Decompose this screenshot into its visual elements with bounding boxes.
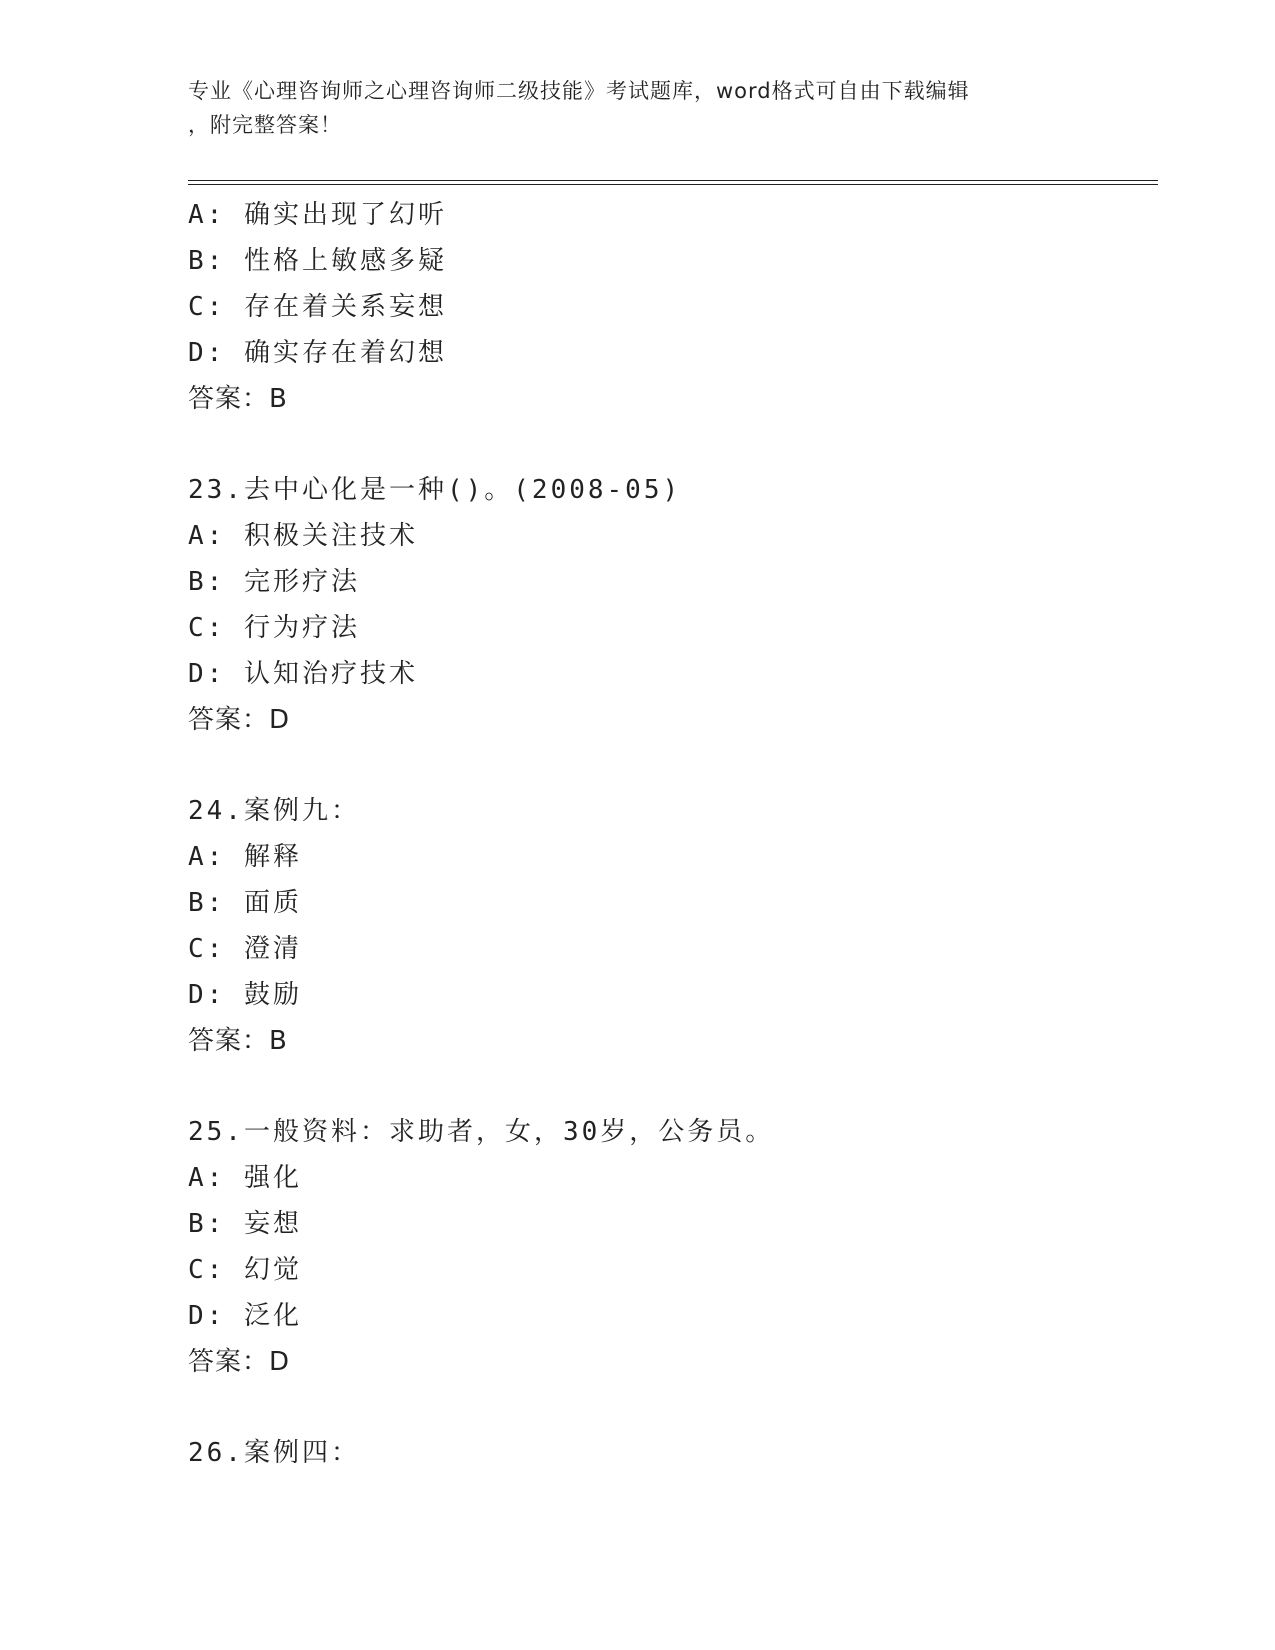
- option-b: B: 面质: [188, 888, 302, 918]
- option-d: D: 鼓励: [188, 980, 302, 1010]
- question-block: [188, 1109, 1148, 1385]
- question-text: 26.案例四：: [188, 1438, 360, 1468]
- question-block: [188, 1430, 1148, 1476]
- question-block: [188, 192, 1148, 422]
- question-text: 23.去中心化是一种()。(2008-05): [188, 475, 682, 505]
- option-c: C: 存在着关系妄想: [188, 292, 447, 322]
- question-text: 25.一般资料：求助者，女，30岁，公务员。: [188, 1117, 775, 1147]
- question-text: 24.案例九：: [188, 796, 360, 826]
- question-block: [188, 467, 1148, 743]
- option-a: A: 积极关注技术: [188, 521, 418, 551]
- header-title-line-2: ，附完整答案！: [188, 113, 342, 137]
- option-a: A: 强化: [188, 1163, 302, 1193]
- block-spacer: [188, 1385, 1148, 1430]
- option-d: D: 确实存在着幻想: [188, 338, 447, 368]
- block-spacer: [188, 1064, 1148, 1109]
- question-block: [188, 788, 1148, 1064]
- block-spacer: [188, 422, 1148, 467]
- option-c: C: 澄清: [188, 934, 302, 964]
- block-spacer: [188, 743, 1148, 788]
- option-c: C: 幻觉: [188, 1255, 302, 1285]
- option-c: C: 行为疗法: [188, 613, 360, 643]
- option-a: A: 解释: [188, 842, 302, 872]
- answer-line: 答案：B: [188, 384, 288, 414]
- header-divider-bottom: [188, 184, 1158, 185]
- option-b: B: 完形疗法: [188, 567, 360, 597]
- document-header: [188, 74, 1088, 142]
- option-b: B: 妄想: [188, 1209, 302, 1239]
- answer-line: 答案：D: [188, 705, 291, 735]
- option-b: B: 性格上敏感多疑: [188, 246, 447, 276]
- header-divider-top: [188, 180, 1158, 181]
- answer-line: 答案：D: [188, 1347, 291, 1377]
- question-list: [188, 192, 1148, 1476]
- header-title-line-1: 专业《心理咨询师之心理咨询师二级技能》考试题库，word格式可自由下载编辑: [188, 79, 970, 103]
- option-a: A: 确实出现了幻听: [188, 200, 447, 230]
- option-d: D: 泛化: [188, 1301, 302, 1331]
- answer-line: 答案：B: [188, 1026, 288, 1056]
- option-d: D: 认知治疗技术: [188, 659, 418, 689]
